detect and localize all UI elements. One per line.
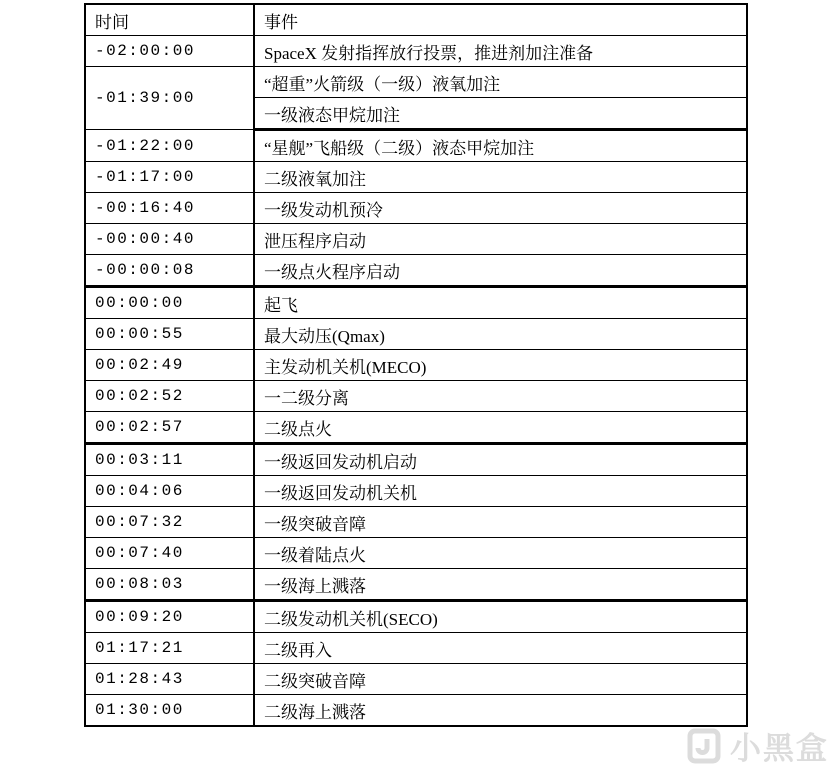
table-row [85,224,747,255]
event-cell: 一级海上溅落 [254,569,747,601]
time-cell: 00:00:55 [85,319,254,350]
table-row [85,601,747,633]
event-cell: 二级再入 [254,633,747,664]
time-cell: 00:07:40 [85,538,254,569]
table-row [85,162,747,193]
table-row [85,412,747,444]
time-cell: -00:16:40 [85,193,254,224]
header-row [85,4,747,36]
time-cell: 00:07:32 [85,507,254,538]
table-row [85,255,747,287]
time-cell: -01:17:00 [85,162,254,193]
event-cell: 一级着陆点火 [254,538,747,569]
watermark [685,723,829,768]
event-cell: 二级液氧加注 [254,162,747,193]
time-cell: 01:30:00 [85,695,254,727]
time-cell: 00:08:03 [85,569,254,601]
table-row [85,664,747,695]
event-cell: 一级突破音障 [254,507,747,538]
watermark-text: 小黑盒 [730,731,829,766]
table-row [85,350,747,381]
event-cell: 一级返回发动机关机 [254,476,747,507]
time-cell: 00:04:06 [85,476,254,507]
time-cell: 00:03:11 [85,444,254,476]
event-cell: 主发动机关机(MECO) [254,350,747,381]
time-cell: 00:02:57 [85,412,254,444]
table-row [85,695,747,727]
time-cell: 00:02:52 [85,381,254,412]
time-cell: -02:00:00 [85,36,254,67]
event-cell: 一二级分离 [254,381,747,412]
event-cell: 二级点火 [254,412,747,444]
time-cell: -01:22:00 [85,130,254,162]
table-row [85,476,747,507]
event-cell: “星舰”飞船级（二级）液态甲烷加注 [254,130,747,162]
xiaoheihe-box-logo-icon [685,726,725,766]
time-cell: 01:28:43 [85,664,254,695]
event-cell: 泄压程序启动 [254,224,747,255]
event-cell: 一级发动机预冷 [254,193,747,224]
time-cell: 01:17:21 [85,633,254,664]
time-cell: -01:39:00 [85,67,254,130]
table-row [85,130,747,162]
table-row [85,193,747,224]
time-cell: 00:09:20 [85,601,254,633]
launch-timeline-table [84,3,748,727]
event-cell: 二级海上溅落 [254,695,747,727]
event-cell: 二级突破音障 [254,664,747,695]
table-row [85,287,747,319]
time-cell: 00:02:49 [85,350,254,381]
event-cell: 一级返回发动机启动 [254,444,747,476]
table-row [85,444,747,476]
time-cell: -00:00:08 [85,255,254,287]
event-cell: “超重”火箭级（一级）液氧加注 [254,67,747,98]
table-row [85,319,747,350]
event-cell: 二级发动机关机(SECO) [254,601,747,633]
table-row [85,67,747,98]
event-cell: SpaceX 发射指挥放行投票，推进剂加注准备 [254,36,747,67]
event-cell: 起飞 [254,287,747,319]
column-header-event: 事件 [254,4,747,36]
table-row [85,569,747,601]
event-cell: 最大动压(Qmax) [254,319,747,350]
event-cell: 一级点火程序启动 [254,255,747,287]
time-cell: -00:00:40 [85,224,254,255]
table-row [85,36,747,67]
event-cell: 一级液态甲烷加注 [254,98,747,130]
time-cell: 00:00:00 [85,287,254,319]
table-row [85,381,747,412]
table-row [85,633,747,664]
table-row [85,538,747,569]
column-header-time: 时间 [85,4,254,36]
table-row [85,507,747,538]
